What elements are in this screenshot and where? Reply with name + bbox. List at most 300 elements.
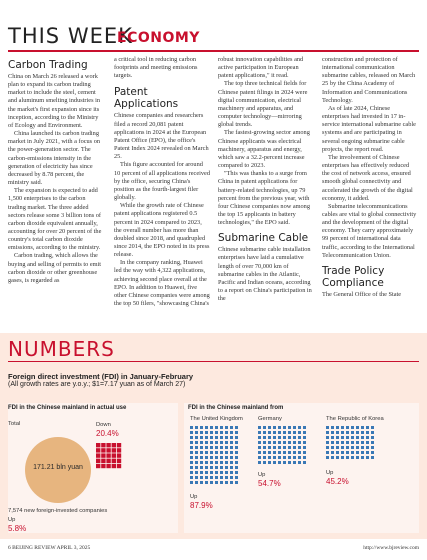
dot [263, 461, 266, 464]
numbers-title: NUMBERS [8, 337, 115, 361]
down-square [106, 443, 110, 447]
dot [273, 461, 276, 464]
dot [268, 446, 271, 449]
dot [263, 456, 266, 459]
total-label: Total [8, 421, 21, 427]
header-rule [8, 50, 419, 52]
dot [288, 436, 291, 439]
dot [371, 436, 374, 439]
dot [278, 431, 281, 434]
dot [220, 426, 223, 429]
dot [371, 426, 374, 429]
dot [235, 471, 238, 474]
down-square [112, 459, 116, 463]
dot [190, 436, 193, 439]
dot [190, 451, 193, 454]
dot [293, 461, 296, 464]
heading-patent-applications: Patent Applications [114, 86, 179, 111]
dot [195, 476, 198, 479]
dot [235, 441, 238, 444]
dot [331, 431, 334, 434]
dot [341, 436, 344, 439]
dot [195, 461, 198, 464]
dot [210, 441, 213, 444]
dot [263, 426, 266, 429]
dot [326, 446, 329, 449]
dot [205, 441, 208, 444]
dot [200, 461, 203, 464]
down-square [106, 464, 110, 468]
down-square [117, 453, 121, 457]
dot [230, 476, 233, 479]
uk-up-value: 87.9% [190, 501, 213, 510]
dot [283, 436, 286, 439]
korea-up-label: Up [326, 470, 334, 476]
heading-submarine-cable: Submarine Cable [218, 232, 309, 245]
article-column-3 [218, 56, 314, 303]
dot [215, 481, 218, 484]
down-square [112, 464, 116, 468]
dot [293, 451, 296, 454]
dot [215, 461, 218, 464]
numbers-rule [8, 361, 419, 362]
fdi-from-title: FDI in the Chinese mainland from [188, 405, 284, 411]
paragraph: China launched its carbon trading market in July 2021, with a focus on the power-generation sector. The carbon-emissions intensity in the generation of electricity has since decreased by 8.78 percent, the ministry said. [8, 130, 100, 187]
dot [278, 446, 281, 449]
dot [200, 431, 203, 434]
dot [205, 456, 208, 459]
dot [258, 426, 261, 429]
dot [205, 466, 208, 469]
dot [346, 431, 349, 434]
country-name-uk: The United Kingdom [190, 416, 243, 422]
paragraph: The involvement of Chinese enterprises has effectively reduced the cost of network access, ensured smooth global connectivity and accelerated the growth of the digital economy, it added. [322, 153, 413, 202]
paragraph: Carbon trading, which allows the buying and selling of permits to emit carbon dioxide or other greenhouse gases, is regarded as [8, 252, 102, 284]
dot [200, 471, 203, 474]
germany-dot-matrix [258, 426, 310, 468]
dot [235, 451, 238, 454]
dot [210, 471, 213, 474]
dot [190, 431, 193, 434]
dot [210, 431, 213, 434]
dot [200, 446, 203, 449]
dot [326, 441, 329, 444]
down-square [96, 448, 100, 452]
dot [278, 436, 281, 439]
dot [190, 456, 193, 459]
down-square [112, 453, 116, 457]
dot [366, 436, 369, 439]
dot [336, 456, 339, 459]
dot [195, 431, 198, 434]
down-square [117, 459, 121, 463]
dot [230, 461, 233, 464]
dot [268, 456, 271, 459]
dot [230, 436, 233, 439]
total-value: 171.21 bln yuan [33, 464, 83, 471]
dot [225, 456, 228, 459]
dot [331, 451, 334, 454]
dot [230, 426, 233, 429]
dot [293, 441, 296, 444]
heading-trade-policy: Trade Policy Compliance [322, 264, 385, 289]
dot [268, 451, 271, 454]
dot [225, 466, 228, 469]
dot [235, 461, 238, 464]
page-title: THIS WEEK [8, 24, 133, 48]
dot [225, 426, 228, 429]
paragraph: This figure accounted for around 10 percent of all applications received by the office, securing China's position as the fourth-largest filer globally. [114, 161, 210, 202]
article-column-1 [8, 56, 104, 285]
dot [273, 451, 276, 454]
dot [273, 436, 276, 439]
dot [235, 481, 238, 484]
dot [220, 446, 223, 449]
down-square [96, 459, 100, 463]
dot [190, 466, 193, 469]
article-column-4 [322, 56, 418, 299]
dot [278, 426, 281, 429]
dot [336, 441, 339, 444]
dot [361, 441, 364, 444]
dot [225, 481, 228, 484]
paragraph: While the growth rate of Chinese patent applications registered 0.5 percent in 2024 compared to 2023, the overall number has more than doubled since 2018, and quadrupled since 2014, the EPO noted in its press release. [114, 202, 210, 259]
dot [356, 436, 359, 439]
dot [331, 456, 334, 459]
dot [230, 446, 233, 449]
dot [200, 481, 203, 484]
dot [235, 476, 238, 479]
dot [210, 451, 213, 454]
down-square [101, 443, 105, 447]
dot [371, 451, 374, 454]
dot [268, 431, 271, 434]
dot [235, 436, 238, 439]
dot [230, 471, 233, 474]
dot [366, 431, 369, 434]
korea-up-value: 45.2% [326, 477, 349, 486]
dot [288, 451, 291, 454]
dot [298, 431, 301, 434]
article-column-2 [114, 56, 210, 308]
down-square [101, 453, 105, 457]
dot [225, 431, 228, 434]
dot [346, 446, 349, 449]
dot [331, 426, 334, 429]
dot [288, 461, 291, 464]
dot [225, 446, 228, 449]
dot [326, 426, 329, 429]
dot [220, 441, 223, 444]
dot [361, 431, 364, 434]
dot [303, 456, 306, 459]
new-enterprises-text: 7,574 new foreign-invested companies [8, 508, 108, 514]
dot [298, 461, 301, 464]
dot [336, 426, 339, 429]
dot [293, 431, 296, 434]
dot [215, 431, 218, 434]
dot [351, 441, 354, 444]
dot [341, 456, 344, 459]
dot [195, 466, 198, 469]
dot [225, 461, 228, 464]
dot [210, 436, 213, 439]
dot [336, 431, 339, 434]
dot [331, 446, 334, 449]
dot [351, 446, 354, 449]
dot [303, 431, 306, 434]
dot [336, 446, 339, 449]
dot [205, 431, 208, 434]
dot [205, 426, 208, 429]
paragraph: The top three technical fields for Chinese patent filings in 2024 were digital communication, electrical machinery and apparatus, and computer technology—mirroring global trends. [218, 80, 308, 129]
dot [190, 461, 193, 464]
dot [273, 426, 276, 429]
dot [190, 476, 193, 479]
dot [220, 456, 223, 459]
dot [190, 441, 193, 444]
dot [258, 451, 261, 454]
country-name-korea: The Republic of Korea [326, 416, 384, 422]
dot [220, 431, 223, 434]
paragraph: "This was thanks to a surge from China in patent applications for battery-related technologies, up 79 percent from the previous year, with four Chinese companies now among the top 15 applicants in battery technologies," the EPO said. [218, 170, 310, 227]
dot [351, 456, 354, 459]
dot [298, 456, 301, 459]
uk-dot-matrix [190, 426, 242, 488]
dot [215, 426, 218, 429]
down-square [96, 453, 100, 457]
section-title: ECONOMY [117, 30, 200, 46]
paragraph: As of late 2024, Chinese enterprises had invested in 17 in-service international submarine cable systems and are participating in several ongoing submarine cable projects, the report read. [322, 104, 416, 153]
dot [366, 446, 369, 449]
dot [220, 476, 223, 479]
dot [263, 431, 266, 434]
dot [351, 431, 354, 434]
dot [220, 451, 223, 454]
dot [283, 431, 286, 434]
footer-issue: 6 BEIJING REVIEW APRIL 3, 2025 [8, 545, 91, 551]
down-square [112, 448, 116, 452]
dot [283, 441, 286, 444]
dot [273, 431, 276, 434]
dot [195, 451, 198, 454]
dot [341, 426, 344, 429]
dot [215, 456, 218, 459]
dot [298, 426, 301, 429]
footer-url: http://www.bjreview.com [363, 545, 419, 551]
dot [235, 446, 238, 449]
dot [205, 451, 208, 454]
dot [366, 441, 369, 444]
dot [283, 451, 286, 454]
dot [210, 466, 213, 469]
numbers-section [0, 333, 427, 539]
dot [205, 471, 208, 474]
dot [361, 451, 364, 454]
dot [278, 451, 281, 454]
dot [200, 456, 203, 459]
dot [258, 456, 261, 459]
dot [326, 431, 329, 434]
dot [258, 431, 261, 434]
dot [288, 426, 291, 429]
dot [190, 481, 193, 484]
dot [263, 451, 266, 454]
down-square [117, 448, 121, 452]
down-square [106, 453, 110, 457]
dot [195, 471, 198, 474]
enterprises-up-label: Up [8, 517, 16, 523]
dot [293, 456, 296, 459]
dot [303, 426, 306, 429]
dot [200, 426, 203, 429]
dot [268, 461, 271, 464]
dot [356, 451, 359, 454]
dot [268, 436, 271, 439]
dot [210, 461, 213, 464]
down-square [96, 443, 100, 447]
down-square [101, 459, 105, 463]
dot [230, 481, 233, 484]
dot [326, 451, 329, 454]
dot [293, 426, 296, 429]
paragraph: robust innovation capabilities and active participation in European patent applications," it read. [218, 56, 304, 80]
dot [200, 436, 203, 439]
dot [263, 446, 266, 449]
dot [195, 446, 198, 449]
fdi-subheading: (All growth rates are y.o.y.; $1=7.17 yuan as of March 27) [8, 381, 186, 388]
dot [346, 441, 349, 444]
dot [195, 481, 198, 484]
paragraph: Chinese companies and researchers filed a record 20,081 patent applications in 2024 at the European Patent Office (EPO), the office's Patent Index 2024 revealed on March 25. [114, 112, 209, 161]
dot [361, 426, 364, 429]
down-grid-icon [96, 443, 122, 469]
dot [200, 466, 203, 469]
uk-up-label: Up [190, 494, 198, 500]
dot [356, 456, 359, 459]
dot [288, 431, 291, 434]
dot [371, 456, 374, 459]
dot [341, 451, 344, 454]
paragraph: construction and protection of international communication submarine cables, released on March 25 by the China Academy of Information and Communications Technology. [322, 56, 416, 104]
dot [215, 471, 218, 474]
dot [225, 476, 228, 479]
down-value: 20.4% [96, 429, 119, 438]
dot [298, 451, 301, 454]
dot [283, 446, 286, 449]
dot [298, 446, 301, 449]
dot [346, 451, 349, 454]
dot [351, 436, 354, 439]
dot [303, 446, 306, 449]
dot [366, 426, 369, 429]
dot [200, 441, 203, 444]
dot [230, 431, 233, 434]
dot [210, 426, 213, 429]
dot [205, 481, 208, 484]
down-square [117, 464, 121, 468]
korea-dot-matrix [326, 426, 378, 464]
down-square [96, 464, 100, 468]
paragraph: The fastest-growing sector among Chinese applicants was electrical machinery, apparatus and energy, which saw a 32.2-percent increase compared to 2023. [218, 129, 310, 170]
dot [230, 451, 233, 454]
dot [273, 456, 276, 459]
dot [303, 461, 306, 464]
dot [361, 456, 364, 459]
dot [371, 441, 374, 444]
dot [205, 446, 208, 449]
dot [341, 431, 344, 434]
dot [303, 441, 306, 444]
dot [303, 436, 306, 439]
enterprises-up-value: 5.8% [8, 524, 27, 533]
dot [220, 471, 223, 474]
dot [341, 441, 344, 444]
dot [195, 436, 198, 439]
dot [326, 436, 329, 439]
dot [215, 446, 218, 449]
dot [215, 451, 218, 454]
dot [258, 436, 261, 439]
country-name-germany: Germany [258, 416, 282, 422]
paragraph: The expansion is expected to add 1,500 enterprises to the carbon trading market. The three added sectors release some 3 billion tons of carbon dioxide equivalent annually, accounting for over 20 percent of the country's total carbon dioxide emissions, according to the ministry. [8, 187, 102, 252]
dot [366, 456, 369, 459]
dot [331, 436, 334, 439]
dot [283, 426, 286, 429]
dot [210, 481, 213, 484]
dot [225, 436, 228, 439]
dot [190, 426, 193, 429]
dot [205, 461, 208, 464]
dot [230, 456, 233, 459]
paragraph: a critical tool in reducing carbon footprints and meeting emissions targets. [114, 56, 198, 80]
down-square [101, 464, 105, 468]
dot [293, 446, 296, 449]
dot [258, 446, 261, 449]
down-square [101, 448, 105, 452]
dot [268, 441, 271, 444]
dot [273, 446, 276, 449]
dot [258, 461, 261, 464]
paragraph: Chinese submarine cable installation enterprises have laid a cumulative length of over 70,000 km of submarine cables in the Atlantic, Pacific and Indian oceans, according to a report on China's participation in the [218, 246, 312, 303]
dot [220, 461, 223, 464]
dot [225, 451, 228, 454]
dot [298, 436, 301, 439]
dot [235, 431, 238, 434]
paragraph: China on March 26 released a work plan to expand its carbon trading market to include the steel, cement and aluminum smelting industries in the market's first expansion since its inception, according to the Ministry of Ecology and Environment. [8, 73, 100, 129]
dot [215, 441, 218, 444]
dot [361, 446, 364, 449]
dot [230, 466, 233, 469]
fdi-heading: Foreign direct investment (FDI) in January-February [8, 372, 194, 381]
dot [220, 481, 223, 484]
dot [278, 441, 281, 444]
dot [210, 456, 213, 459]
dot [263, 441, 266, 444]
dot [361, 436, 364, 439]
down-square [112, 443, 116, 447]
dot [210, 476, 213, 479]
dot [351, 451, 354, 454]
dot [215, 476, 218, 479]
dot [210, 446, 213, 449]
dot [205, 436, 208, 439]
paragraph: Submarine telecommunications cables are vital to global connectivity and the development of the digital economy. They carry approximately 99 percent of international data traffic, according to the International Telecommunication Union. [322, 202, 417, 259]
dot [263, 436, 266, 439]
dot [200, 451, 203, 454]
dot [230, 441, 233, 444]
fdi-actual-use-title: FDI in the Chinese mainland in actual use [8, 405, 127, 411]
